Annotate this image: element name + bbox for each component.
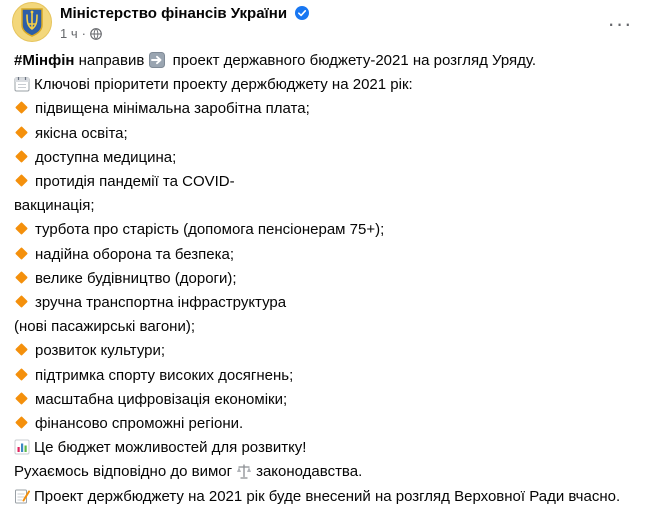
more-options-button[interactable] (602, 6, 638, 42)
page-avatar[interactable] (12, 2, 52, 42)
balance-scale-emoji-icon (236, 463, 252, 479)
post-meta (60, 26, 102, 42)
priority-item (14, 97, 634, 121)
meta-separator: · (81, 26, 86, 41)
priority-item-text: фінансово спроможні регіони. (35, 415, 244, 433)
priority-item-text: розвиток культури; (35, 342, 166, 360)
priority-item-text: протидія пандемії та COVID- (35, 173, 235, 191)
orange-diamond-emoji-icon (14, 125, 30, 141)
orange-diamond-emoji-icon (14, 294, 30, 310)
priorities-heading-text: Ключові пріоритети проекту держбюджету на 2021 рік: (34, 76, 413, 94)
priority-item-text: якісна освіта; (35, 124, 128, 142)
orange-diamond-emoji-icon (14, 221, 30, 237)
orange-diamond-emoji-icon (14, 246, 30, 262)
priority-item-text: велике будівництво (дороги); (35, 269, 237, 287)
bar-chart-emoji-icon (14, 439, 30, 455)
priority-item (14, 243, 634, 267)
priority-item-text: зручна транспортна інфраструктура (35, 294, 287, 312)
priority-item (14, 267, 634, 291)
more-options-icon: ··· (607, 11, 633, 36)
priority-item-continuation: (нові пасажирські вагони); (14, 318, 195, 336)
post-header (12, 2, 638, 46)
priority-item (14, 339, 634, 363)
priority-item (14, 218, 634, 242)
calendar-emoji-icon (14, 76, 30, 92)
hashtag-link[interactable]: #Мінфін (14, 52, 75, 69)
right-arrow-emoji-icon (149, 52, 165, 68)
priority-item-text: доступна медицина; (35, 148, 177, 166)
orange-diamond-emoji-icon (14, 415, 30, 431)
priority-item-text: підвищена мінімальна заробітна плата; (35, 100, 310, 118)
priority-item-continuation: вакцинація; (14, 197, 95, 215)
post-timestamp[interactable]: 1 ч (60, 26, 78, 41)
verified-badge-icon (295, 6, 309, 20)
orange-diamond-emoji-icon (14, 173, 30, 189)
orange-diamond-emoji-icon (14, 149, 30, 165)
priority-item (14, 170, 634, 194)
page-name-link[interactable] (60, 4, 309, 23)
priorities-heading (14, 73, 634, 97)
orange-diamond-emoji-icon (14, 367, 30, 383)
priority-item-text: турбота про старість (допомога пенсіонерам 75+); (35, 221, 385, 239)
priority-item-text: надійна оборона та безпека; (35, 245, 235, 263)
law-line-start: Рухаємось відповідно до вимог (14, 463, 233, 481)
intro-text-end: проект державного бюджету-2021 на розгляд Уряду. (168, 52, 537, 69)
final-line (14, 485, 634, 509)
intro-text-start: направив (74, 52, 149, 69)
priority-item-text: підтримка спорту високих досягнень; (35, 366, 294, 384)
priority-item (14, 146, 634, 170)
priority-item (14, 412, 634, 436)
intro-line (14, 49, 634, 73)
law-line-end: законодавства. (256, 463, 363, 481)
orange-diamond-emoji-icon (14, 100, 30, 116)
budget-line (14, 436, 634, 460)
priority-item (14, 291, 634, 315)
final-line-text: Проект держбюджету на 2021 рік буде внесений на розгляд Верховної Ради вчасно. (34, 487, 621, 505)
orange-diamond-emoji-icon (14, 342, 30, 358)
priority-item (14, 364, 634, 388)
globe-icon[interactable] (90, 28, 102, 40)
law-line (14, 460, 634, 484)
priority-item-text: масштабна цифровізація економіки; (35, 390, 288, 408)
memo-emoji-icon (14, 488, 30, 504)
budget-line-text: Це бюджет можливостей для розвитку! (34, 439, 307, 457)
orange-diamond-emoji-icon (14, 391, 30, 407)
priority-item (14, 122, 634, 146)
orange-diamond-emoji-icon (14, 270, 30, 286)
post-body (14, 49, 634, 509)
coat-of-arms-icon (19, 7, 45, 37)
page-name-text: Міністерство фінансів України (60, 5, 288, 22)
priority-item (14, 388, 634, 412)
